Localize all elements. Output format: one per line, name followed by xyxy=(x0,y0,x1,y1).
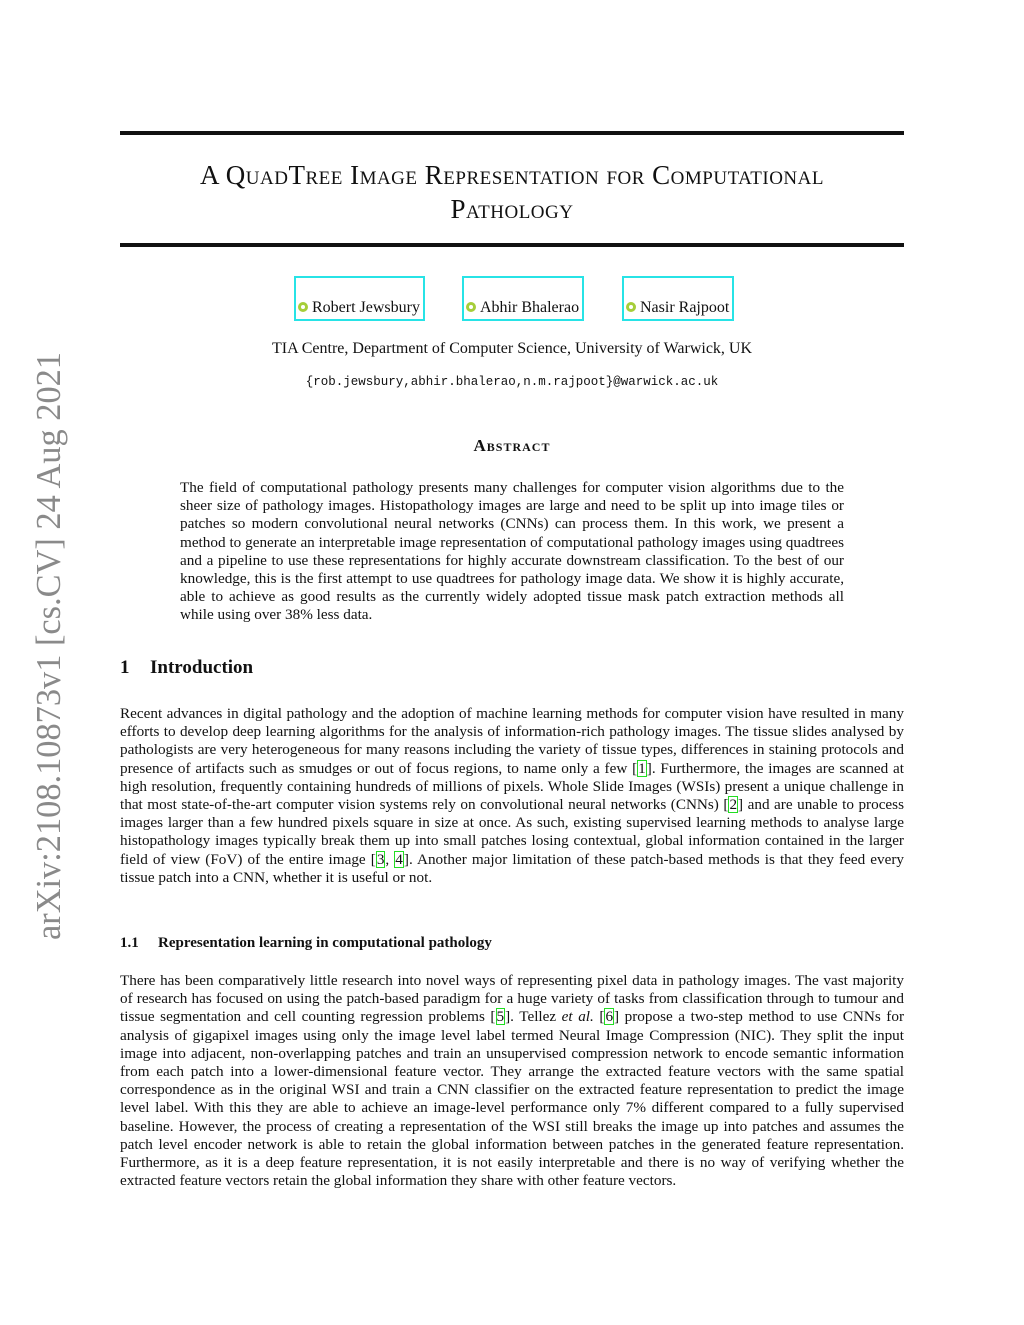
citation-link[interactable]: 6 xyxy=(605,1008,614,1026)
author-list xyxy=(0,276,1024,324)
citation-link[interactable]: 3 xyxy=(376,850,385,868)
section-title: Introduction xyxy=(150,657,254,678)
citation-link[interactable]: 5 xyxy=(496,1008,505,1026)
subsection-heading-representation-learning xyxy=(120,935,492,952)
text-run: Recent advances in digital pathology and the adoption of machine learning methods for computer vision have resulted in many efforts to develop deep learning algorithms for the analysis of information-rich pathology images. The tissue slides analysed by pathologists are very heterogeneous for many reasons including the variety of tissue types, differences in staining protocols and presence of artifacts such as smudges or out of focus regions, to name only a few [ xyxy=(120,705,904,777)
orcid-icon[interactable] xyxy=(466,302,476,312)
arxiv-id-text: arXiv:2108.10873v1 [cs.CV] 24 Aug 2021 xyxy=(29,350,68,940)
section-number: 1 xyxy=(120,657,130,678)
author-link-bhalerao[interactable] xyxy=(462,276,584,321)
citation-link[interactable]: 2 xyxy=(729,796,738,814)
affiliation: TIA Centre, Department of Computer Science, University of Warwick, UK xyxy=(271,340,753,357)
author-name: Robert Jewsbury xyxy=(312,299,420,316)
citation-link[interactable]: 4 xyxy=(395,850,403,868)
author-name: Nasir Rajpoot xyxy=(640,299,730,316)
text-run: ]. Furthermore, the images are scanned at high resolution, frequently containing hundreds of millions of pixels. Whole Slide Images (WSIs) present a unique challenge in that most state-of-the-art computer vision systems rely on convolutional neural networks (CNNs) [ xyxy=(120,759,904,814)
text-run: ] and are unable to process images larger than a few hundred pixels square in size at once. As such, existing supervised learning methods to analyse large histopathology images typically break them up into small patches losing contextual, global information contained in the larger field of view (FoV) of the entire image [ xyxy=(120,796,904,868)
orcid-icon[interactable] xyxy=(626,302,636,312)
abstract-heading: Abstract xyxy=(473,436,551,455)
title-rule-bottom xyxy=(120,243,904,247)
subsection-number: 1.1 xyxy=(120,935,139,951)
subsection-title: Representation learning in computational pathology xyxy=(158,935,492,951)
author-name: Abhir Bhalerao xyxy=(480,299,580,316)
text-run: ]. Tellez xyxy=(505,1008,562,1026)
title-line-1: A QuadTree Image Representation for Computational xyxy=(200,160,824,190)
text-run: There has been comparatively little research into novel ways of representing pixel data in pathology images. The vast majority of research has focused on using the patch-based paradigm for a huge variety of tasks from classification through to tumour and tissue segmentation and cell counting regression problems [ xyxy=(120,972,904,1026)
abstract-text: The field of computational pathology presents many challenges for computer vision algorithms due to the sheer size of pathology images. Histopathology images are large and need to be split up into image tiles or patches so modern convolutional neural networks (CNNs) can process them. In this work, we present a method to generate an interpretable image representation of computational pathology images using quadtrees and a pipeline to use these representations for highly accurate downstream classification. To the best of our knowledge, this is the first attempt to use quadtrees for pathology image data. We show it is highly accurate, able to achieve as good results as the currently widely adopted tissue mask patch extraction methods all while using over 38% less data. xyxy=(180,479,844,624)
citation-link[interactable]: 1 xyxy=(638,759,646,777)
author-link-rajpoot[interactable] xyxy=(622,276,734,321)
text-run: [ xyxy=(593,1008,605,1026)
text-run: ] propose a two-step method to use CNNs for analysis of gigapixel images using only the image level label termed Neural Image Compression (NIC). They split the input image into adjacent, non-overlapping patches and train an unsupervised compression network to encode semantic information from each patch into a lower-dimensional feature vector. They arrange the extracted feature vectors with the same spatial correspondence as in the original WSI and train a CNN classifier on the extracted feature representation to predict the image level label. With this they are able to achieve an image-level performance only 7% different compared to a fully supervised baseline. However, the process of creating a representation of the WSI still breaks the image up into patches and assumes the patch level encoder network is able to retain the global information between patches in the generated feature representation. Furthermore, as it is a deep feature representation, it is not easily interpretable and there is no way of verifying whether the extracted feature vectors retain the global information they share with other feature vectors. xyxy=(120,1008,904,1190)
author-link-jewsbury[interactable] xyxy=(294,276,425,321)
representation-paragraph xyxy=(120,972,904,1190)
intro-paragraph xyxy=(120,705,904,887)
section-heading-introduction xyxy=(120,657,253,679)
title-rule-top xyxy=(120,131,904,135)
text-run: , xyxy=(385,850,395,868)
title-line-2: Pathology xyxy=(450,194,574,224)
text-run-italic: et al. xyxy=(561,1008,594,1026)
text-run: ]. Another major limitation of these patch-based methods is that they feed every tissue patch into a CNN, whether it is useful or not. xyxy=(120,850,905,886)
paper-title xyxy=(120,158,904,226)
orcid-icon[interactable] xyxy=(298,302,308,312)
author-emails: {rob.jewsbury,abhir.bhalerao,n.m.rajpoot}@warwick.ac.uk xyxy=(305,375,719,389)
